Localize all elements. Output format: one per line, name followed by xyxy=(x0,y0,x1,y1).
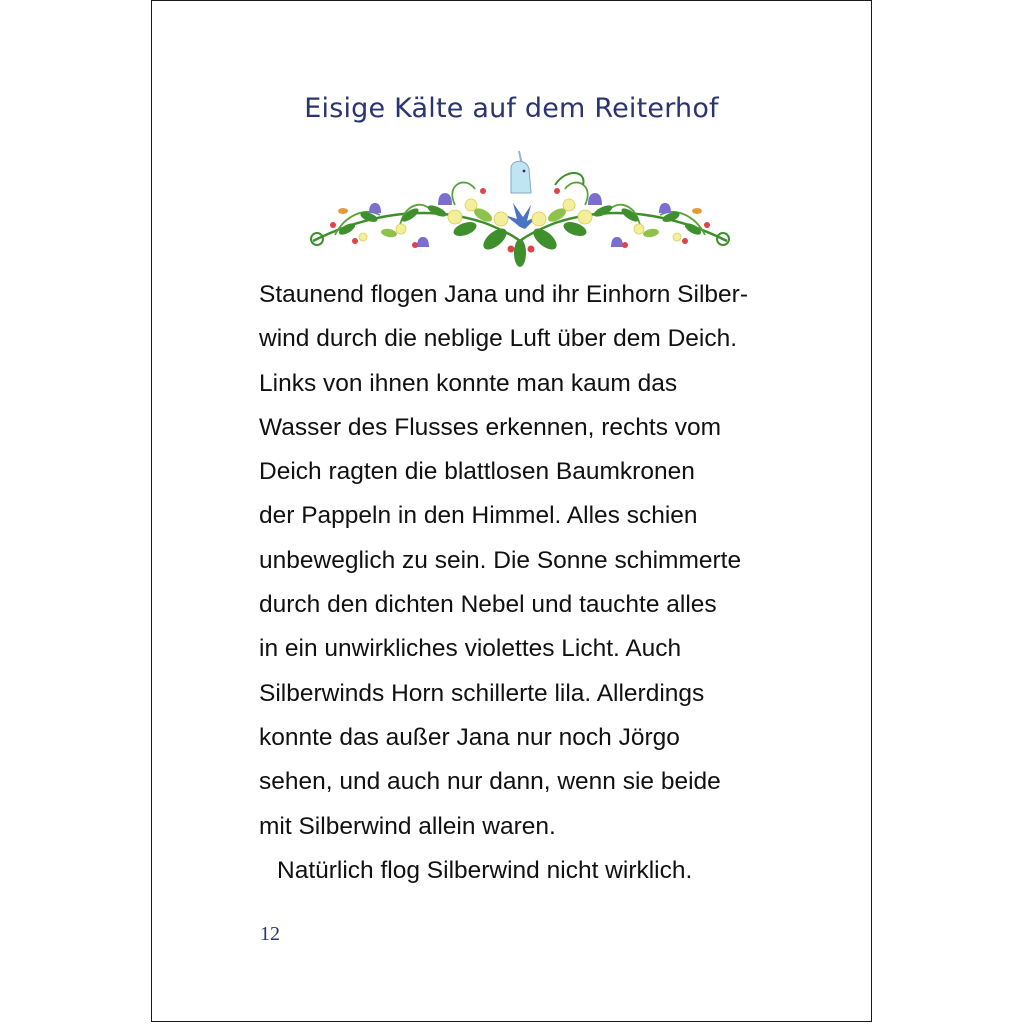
text-line: in ein unwirkliches violettes Licht. Auch xyxy=(259,635,682,663)
chapter-title: Eisige Kälte auf dem Reiterhof xyxy=(304,93,719,124)
floral-garland-unicorn-icon xyxy=(305,145,735,271)
text-line: Wasser des Flusses erkennen, rechts vom xyxy=(259,413,722,441)
text-line: Silberwinds Horn schillerte lila. Allerdings xyxy=(259,679,705,707)
text-line: unbeweglich zu sein. Die Sonne schimmerte xyxy=(259,546,742,574)
story-text xyxy=(259,273,819,893)
text-line: Natürlich flog Silberwind nicht wirklich. xyxy=(277,856,693,884)
text-line: sehen, und auch nur dann, wenn sie beide xyxy=(259,768,721,796)
book-page xyxy=(151,0,872,1022)
text-line: Staunend flogen Jana und ihr Einhorn Silber- xyxy=(259,281,748,308)
page-number: 12 xyxy=(260,923,280,945)
text-line: Links von ihnen konnte man kaum das xyxy=(259,369,678,397)
text-line: konnte das außer Jana nur noch Jörgo xyxy=(259,723,680,751)
text-line: Deich ragten die blattlosen Baumkronen xyxy=(259,458,695,486)
text-line: wind durch die neblige Luft über dem Deich. xyxy=(259,325,738,353)
text-line: der Pappeln in den Himmel. Alles schien xyxy=(259,502,698,530)
text-line: durch den dichten Nebel und tauchte alles xyxy=(259,591,717,619)
text-line: mit Silberwind allein waren. xyxy=(259,812,556,840)
